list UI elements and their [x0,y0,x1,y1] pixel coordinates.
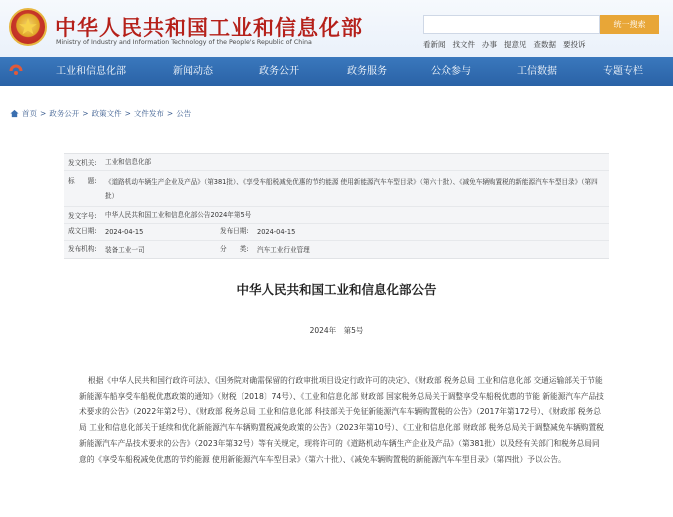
breadcrumb-sep: > [166,109,174,118]
nav-item-data[interactable]: 工信数据 [517,66,557,77]
search-input[interactable] [423,15,600,34]
article-number: 2024年 第5号 [309,326,364,335]
nav-item-home[interactable]: 工业和信息化部 [56,66,126,77]
meta-row-dates [64,224,609,241]
breadcrumb-home[interactable]: 首页 [22,109,37,118]
issuer-label: 发文机关: [68,159,97,167]
site-title[interactable]: 中华人民共和国工业和信息化部 [55,16,363,40]
doc-no-value: 中华人民共和国工业和信息化部公告2024年第5号 [105,211,252,219]
meta-row-subject [64,171,609,207]
breadcrumb-sep: > [124,109,131,118]
nav-item-topics[interactable]: 专题专栏 [603,66,643,77]
category-value: 汽车工业行业管理 [257,245,310,254]
home-icon [10,109,19,118]
article-body [79,373,607,467]
search-button[interactable]: 统一搜索 [600,15,659,34]
doc-no-label: 发文字号: [68,212,97,220]
nav-item-news[interactable]: 新闻动态 [173,66,213,77]
breadcrumb-sep: > [40,109,47,118]
quick-link-complaint[interactable]: 要投诉 [563,40,586,49]
published-value: 2024-04-15 [257,228,296,236]
created-label: 成文日期: [68,227,97,235]
breadcrumb [10,108,191,119]
site-header [0,0,673,57]
quick-links [423,39,586,50]
created-value: 2024-04-15 [105,228,144,236]
breadcrumb-file-release[interactable]: 文件发布 [133,109,164,118]
quick-link-news[interactable]: 看新闻 [423,40,446,49]
published-label: 发布日期: [220,227,249,235]
meta-row-org [64,241,609,258]
breadcrumb-gov-affairs[interactable]: 政务公开 [49,109,80,118]
nav-item-participation[interactable]: 公众参与 [431,66,471,77]
org-label: 发布机构: [68,244,97,253]
nav-item-gov-affairs[interactable]: 政务公开 [259,66,299,77]
meta-row-doc-no [64,207,609,224]
quick-link-data[interactable]: 查数据 [533,40,556,49]
article-paragraph: 根据《中华人民共和国行政许可法》、《国务院对确需保留的行政审批项目设定行政许可的决定》、《财政部 税务总局 工业和信息化部 交通运输部关于节能 新能源车船享受车船税优惠政策的通知》（财税〔2018〕74号）、《工业和信息化部 财政部 国家税务总局关于调整享受车船税优惠的节能 新能源汽车产品技术要求的公告》（2022年第2号）、《财政部 税务总局 工业和信息化部 科技部关于免征新能源汽车车辆购置税的公告》（2017年第172号）、《财政部 税务总局 工业和信息化部关于延续和优化新能源汽车车辆购置税减免政策的公告》（2023年第10号）、《工业和信息化部 财政部 税务总局关于调整减免车辆购置税新能源汽车产品技术要求的公告》（2023年第32号）等有关规定，现将许可的《道路机动车辆生产企业及产品》（第381批）以及经有关部门和税务总局同意的《享受车船税减免优惠的节约能源 使用新能源汽车车型目录》（第六十批）、《减免车辆购置税的新能源汽车车型目录》（第四批）予以公告。 [79,376,604,464]
breadcrumb-notice[interactable]: 公告 [176,109,192,118]
quick-link-services[interactable]: 办事 [482,40,497,49]
subject-label: 标 题: [68,177,97,185]
document-meta-table [64,153,609,259]
main-nav [0,57,673,86]
meta-row-issuer [64,154,609,171]
breadcrumb-policy-files[interactable]: 政策文件 [91,109,122,118]
org-value: 装备工业一司 [105,245,145,254]
quick-link-feedback[interactable]: 提意见 [504,40,527,49]
category-label: 分 类: [220,244,249,253]
quick-link-files[interactable]: 找文件 [452,40,475,49]
mobile-site-icon[interactable] [8,63,24,79]
subject-value: 《道路机动车辆生产企业及产品》（第381批）、《享受车船税减免优惠的节约能源 使用新能源汽车车型目录》（第六十批）、《减免车辆购置税的新能源汽车车型目录》（第四批） [105,178,598,200]
article-title: 中华人民共和国工业和信息化部公告 [236,282,437,297]
nav-item-services[interactable]: 政务服务 [347,66,387,77]
site-subtitle: Ministry of Industry and Information Technology of the People's Republic of China [56,39,312,46]
national-emblem-logo[interactable] [9,8,47,46]
emblem-star-icon [17,16,39,38]
issuer-value: 工业和信息化部 [105,158,152,166]
breadcrumb-sep: > [82,109,89,118]
